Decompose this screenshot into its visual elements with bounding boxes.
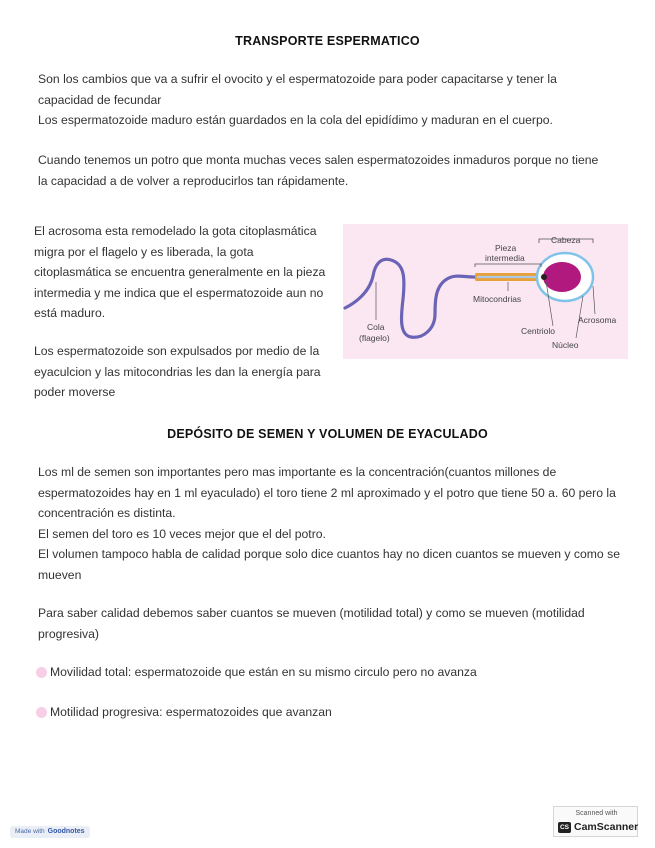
- paragraph-potro: [38, 150, 598, 191]
- bullet-motilidad-progresiva: [36, 705, 332, 719]
- text-line: la capacidad a de volver a reproducirlos tan rápidamente.: [38, 173, 349, 188]
- centriole-dot: [541, 274, 547, 280]
- text-line: Los ml de semen son importantes pero mas importante es la concentración(cuantos millones de: [38, 465, 557, 479]
- label-mitocondrias: Mitocondrias: [473, 294, 522, 304]
- label-nucleo: Núcleo: [552, 340, 579, 350]
- camscanner-name: CamScanner: [574, 821, 639, 833]
- text-line: Cuando tenemos un potro que monta muchas veces salen espermatozoides inmaduros porque no tiene: [38, 153, 599, 167]
- section-title-transporte: TRANSPORTE ESPERMATICO: [235, 34, 420, 48]
- text-line: El semen del toro es 10 veces mejor que el del potro.: [38, 526, 326, 541]
- text-line: Para saber calidad debemos saber cuantos se mueven (motilidad total) y como se mueven (motilidad: [38, 606, 585, 620]
- text-line: El acrosoma esta remodelado la gota citoplasmática: [34, 224, 317, 238]
- paragraph-concentracion: [38, 462, 620, 585]
- text-line: El volumen tampoco habla de calidad porque solo dice cuantos hay no dicen cuantos se mueven y como se: [38, 547, 620, 561]
- text-line: concentración es distinta.: [38, 506, 176, 520]
- paragraph-eyaculacion: [34, 341, 321, 403]
- text-line: espermatozoides hay en 1 ml eyaculado) el toro tiene 2 ml aproximado y el potro que tiene 50 a. 60 pero la: [38, 485, 616, 500]
- text-line: Los espermatozoide maduro están guardados en la cola del epidídimo y maduran en el cuerpo.: [38, 113, 553, 127]
- goodnotes-name: Goodnotes: [47, 828, 85, 835]
- camscanner-logo-icon: CS: [559, 824, 570, 831]
- text-line: intermedia y me indica que el espermatozoide aun no: [34, 285, 324, 300]
- paragraph-acrosoma: [34, 221, 325, 324]
- camscanner-watermark: [553, 806, 638, 837]
- section-title-deposito: DEPÓSITO DE SEMEN Y VOLUMEN DE EYACULADO: [167, 427, 488, 441]
- text-line: citoplasmática se encuentra generalmente en la pieza: [34, 265, 326, 279]
- text-line: capacidad de fecundar: [38, 92, 162, 107]
- text-line: Son los cambios que va a sufrir el ovocito y el espermatozoide para poder capacitarse y tener la: [38, 72, 557, 86]
- label-flagelo: (flagelo): [359, 333, 390, 343]
- text-line: Los espermatozoide son expulsados por medio de la: [34, 344, 320, 358]
- camscanner-caption: Scanned with: [575, 810, 618, 817]
- pink-bullet-icon: [36, 707, 47, 718]
- goodnotes-badge: [10, 826, 90, 838]
- sperm-diagram: [343, 224, 628, 359]
- text-line: migra por el flagelo y es liberada, la gota: [34, 244, 254, 259]
- paragraph-capacitacion: [38, 69, 557, 131]
- label-pieza: Pieza: [495, 243, 517, 253]
- goodnotes-prefix: Made with: [15, 828, 45, 835]
- nucleus-shape: [543, 262, 581, 292]
- label-cabeza: Cabeza: [551, 235, 581, 245]
- label-acrosoma: Acrosoma: [578, 315, 617, 325]
- bullet-text: Movilidad total: espermatozoide que están en su mismo circulo pero no avanza: [50, 665, 477, 679]
- text-line: eyaculcion y las mitocondrias les dan la energía para: [34, 364, 321, 379]
- pink-bullet-icon: [36, 667, 47, 678]
- text-line: progresiva): [38, 626, 99, 641]
- label-intermedia: intermedia: [485, 253, 525, 263]
- paragraph-calidad: [38, 603, 585, 644]
- text-line: mueven: [38, 567, 82, 582]
- bullet-text: Motilidad progresiva: espermatozoides que avanzan: [50, 705, 332, 719]
- text-line: poder moverse: [34, 385, 116, 399]
- bullet-motilidad-total: [36, 665, 477, 679]
- label-centriolo: Centriolo: [521, 326, 556, 336]
- label-cola: Cola: [367, 322, 385, 332]
- text-line: está maduro.: [34, 306, 106, 320]
